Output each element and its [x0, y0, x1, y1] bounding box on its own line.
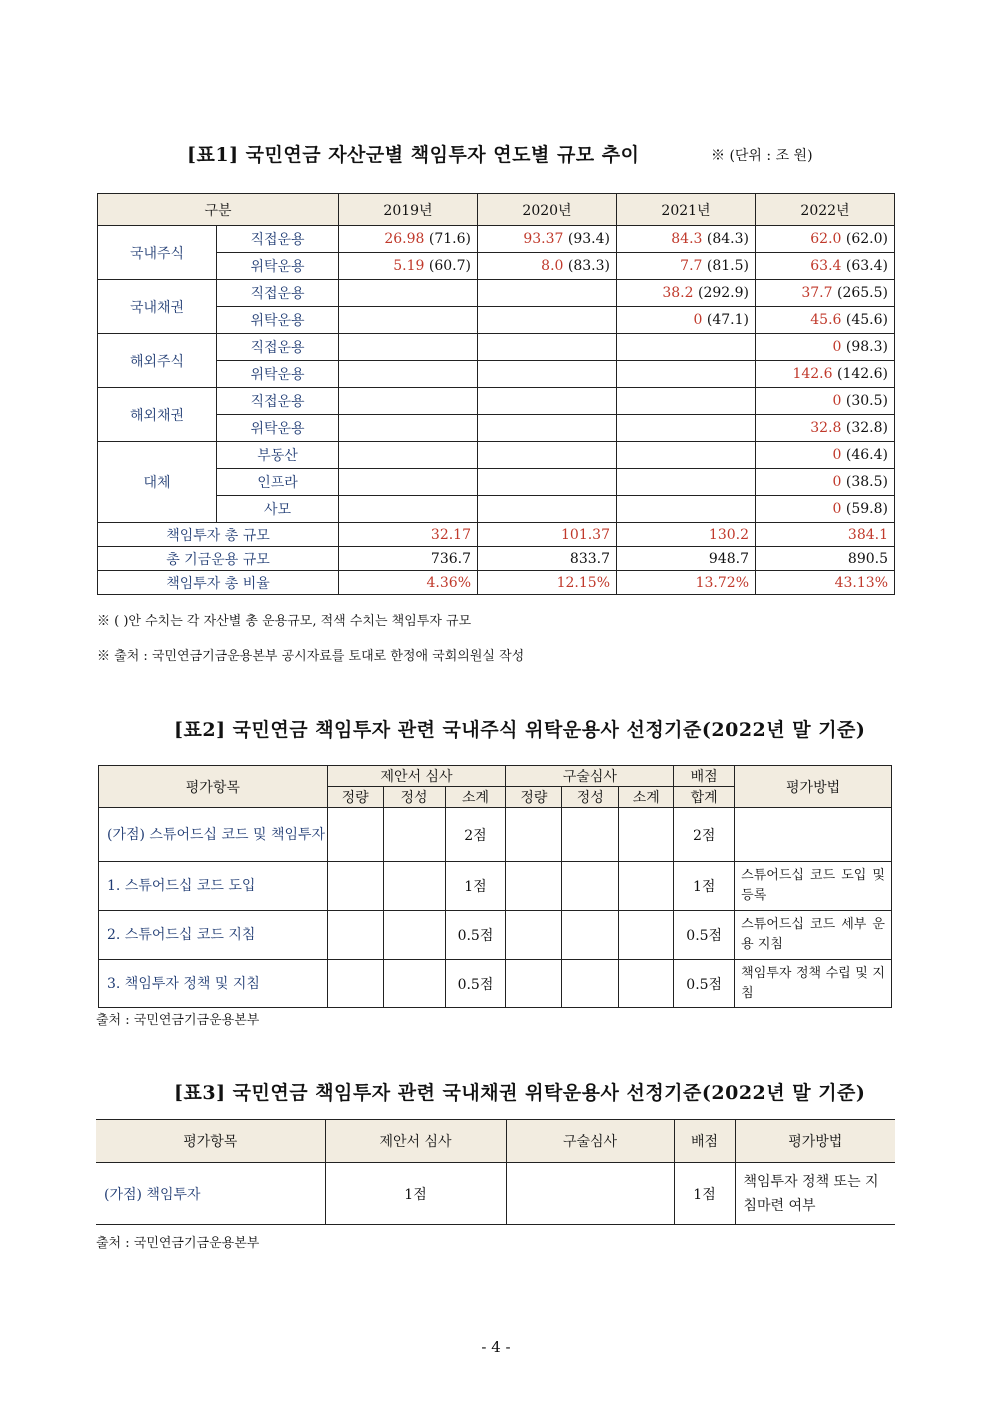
- t2-header-score: 배점: [674, 766, 735, 787]
- t1-total-cell: 32.17: [339, 523, 478, 547]
- table-row: [96, 1163, 895, 1225]
- t3-header: 구술심사: [506, 1120, 674, 1163]
- t1-ri-value: 37.7: [801, 285, 833, 301]
- t1-total-value: (84.3): [706, 231, 749, 247]
- t1-value-cell: [478, 307, 617, 334]
- table-row: [98, 253, 895, 280]
- t1-value-cell: [478, 361, 617, 388]
- t2-header-proposal: 제안서 심사: [327, 766, 506, 787]
- t2-sub-header-total: 합계: [674, 787, 735, 808]
- table1-unit: ※ (단위 : 조 원): [711, 148, 813, 164]
- t2-total: 0.5점: [674, 960, 735, 1008]
- t1-value-cell: [756, 253, 895, 280]
- table2-title: [표2] 국민연금 책임투자 관련 국내주식 위탁운용사 선정기준(2022년 말 기준): [174, 719, 866, 741]
- t1-value-cell: [339, 469, 478, 496]
- t1-asset-class: 해외채권: [98, 388, 217, 442]
- t1-ri-value: 38.2: [662, 285, 694, 301]
- t1-value-cell: [617, 334, 756, 361]
- t1-value-cell: [756, 415, 895, 442]
- t1-value-cell: [617, 388, 756, 415]
- t1-value-cell: [756, 280, 895, 307]
- t1-value-cell: [756, 469, 895, 496]
- t1-value-cell: [339, 280, 478, 307]
- t1-mgmt-type: 위탁운용: [217, 307, 339, 334]
- t1-header-cell: 2022년: [756, 194, 895, 226]
- t1-ri-value: 7.7: [680, 258, 703, 274]
- t1-value-cell: [617, 361, 756, 388]
- t1-value-cell: [339, 334, 478, 361]
- t1-ri-value: 45.6: [810, 312, 842, 328]
- t1-ri-value: 0: [832, 339, 842, 355]
- t1-value-cell: [756, 361, 895, 388]
- t1-total-value: (30.5): [845, 393, 888, 409]
- t1-total-value: (93.4): [567, 231, 610, 247]
- t1-header-row: [98, 194, 895, 226]
- t1-total-value: (60.7): [428, 258, 471, 274]
- t1-value-cell: [339, 226, 478, 253]
- t1-ri-value: 84.3: [671, 231, 703, 247]
- t1-mgmt-type: 위탁운용: [217, 415, 339, 442]
- t1-total-label: 총 기금운용 규모: [98, 547, 339, 571]
- t1-mgmt-type: 사모: [217, 496, 339, 523]
- t1-total-value: (45.6): [845, 312, 888, 328]
- t1-ri-value: 0: [832, 447, 842, 463]
- t1-value-cell: [756, 442, 895, 469]
- t2-total: 1점: [674, 862, 735, 911]
- table-row: [98, 496, 895, 523]
- t1-total-value: (265.5): [836, 285, 888, 301]
- t1-total-value: (83.3): [567, 258, 610, 274]
- t1-ri-value: 62.0: [810, 231, 842, 247]
- table-row: [99, 862, 892, 911]
- t1-total-cell: 948.7: [617, 547, 756, 571]
- table-row: [98, 334, 895, 361]
- t1-value-cell: [339, 388, 478, 415]
- t1-total-cell: 13.72%: [617, 571, 756, 595]
- t3-header: 평가항목: [96, 1120, 325, 1163]
- t1-total-cell: 12.15%: [478, 571, 617, 595]
- t1-value-cell: [617, 280, 756, 307]
- t2-sub-header: 정량: [327, 787, 383, 808]
- t2-header-method: 평가방법: [735, 766, 892, 808]
- t1-asset-class: 국내채권: [98, 280, 217, 334]
- t1-value-cell: [478, 253, 617, 280]
- t1-value-cell: [478, 469, 617, 496]
- t1-total-value: (98.3): [845, 339, 888, 355]
- t1-total-value: (71.6): [428, 231, 471, 247]
- t2-item: 3. 책임투자 정책 및 지침: [99, 960, 328, 1008]
- t3-score: 1점: [674, 1163, 735, 1225]
- page-number: - 4 -: [481, 1338, 511, 1356]
- t1-ri-value: 32.8: [810, 420, 842, 436]
- table-row: [98, 307, 895, 334]
- table1-title: [표1] 국민연금 자산군별 책임투자 연도별 규모 추이: [187, 144, 640, 166]
- t1-value-cell: [756, 307, 895, 334]
- t1-total-value: (32.8): [845, 420, 888, 436]
- t2-item: 2. 스튜어드십 코드 지침: [99, 911, 328, 960]
- t1-value-cell: [617, 496, 756, 523]
- t1-value-cell: [478, 496, 617, 523]
- t2-subtotal: 1점: [445, 862, 506, 911]
- t1-ri-value: 63.4: [810, 258, 842, 274]
- t2-sub-header: 정성: [383, 787, 445, 808]
- t2-header-oral: 구술심사: [506, 766, 674, 787]
- table-row: [98, 388, 895, 415]
- t1-value-cell: [339, 361, 478, 388]
- t1-mgmt-type: 위탁운용: [217, 361, 339, 388]
- t2-total: 0.5점: [674, 911, 735, 960]
- t2-subtotal: 2점: [445, 808, 506, 862]
- table-row: [98, 523, 895, 547]
- t1-value-cell: [617, 226, 756, 253]
- table-row: [99, 960, 892, 1008]
- table3: [96, 1119, 895, 1225]
- t3-proposal: 1점: [325, 1163, 506, 1225]
- t2-item: (가점) 스튜어드십 코드 및 책임투자: [99, 808, 328, 862]
- t2-subtotal: 0.5점: [445, 960, 506, 1008]
- t1-value-cell: [339, 307, 478, 334]
- t1-total-label: 책임투자 총 규모: [98, 523, 339, 547]
- t1-value-cell: [339, 442, 478, 469]
- t1-total-value: (46.4): [845, 447, 888, 463]
- table2: [98, 765, 892, 1008]
- t1-value-cell: [478, 415, 617, 442]
- table-row: [98, 571, 895, 595]
- t1-total-label: 책임투자 총 비율: [98, 571, 339, 595]
- t1-ri-value: 0: [832, 393, 842, 409]
- t1-ri-value: 142.6: [792, 366, 833, 382]
- table-row: [98, 469, 895, 496]
- t1-value-cell: [756, 334, 895, 361]
- table-row: [99, 911, 892, 960]
- t3-header: 배점: [674, 1120, 735, 1163]
- table-row: [98, 361, 895, 388]
- t1-total-cell: 43.13%: [756, 571, 895, 595]
- t1-total-cell: 4.36%: [339, 571, 478, 595]
- t1-header-cell: 2020년: [478, 194, 617, 226]
- t1-header-cell: 2019년: [339, 194, 478, 226]
- t2-method: [735, 808, 892, 862]
- t2-subtotal: 0.5점: [445, 911, 506, 960]
- t1-value-cell: [478, 388, 617, 415]
- table-row: [98, 226, 895, 253]
- t1-value-cell: [617, 307, 756, 334]
- t1-ri-value: 5.19: [393, 258, 425, 274]
- t2-sub-header: 정성: [562, 787, 619, 808]
- t1-total-cell: 101.37: [478, 523, 617, 547]
- table1: [97, 193, 895, 595]
- t1-ri-value: 0: [832, 474, 842, 490]
- t1-value-cell: [617, 415, 756, 442]
- t1-total-value: (142.6): [836, 366, 888, 382]
- t1-mgmt-type: 인프라: [217, 469, 339, 496]
- table1-source: ※ 출처 : 국민연금기금운용본부 공시자료를 토대로 한정애 국회의원실 작성: [97, 649, 525, 664]
- t1-header-cell: 2021년: [617, 194, 756, 226]
- t2-sub-header: 소계: [619, 787, 674, 808]
- t1-value-cell: [756, 226, 895, 253]
- t1-total-cell: 384.1: [756, 523, 895, 547]
- t1-total-value: (292.9): [697, 285, 749, 301]
- t1-total-value: (63.4): [845, 258, 888, 274]
- t1-total-cell: 736.7: [339, 547, 478, 571]
- table1-note: ※ ( )안 수치는 각 자산별 총 운용규모, 적색 수치는 책임투자 규모: [97, 614, 472, 629]
- t1-mgmt-type: 직접운용: [217, 226, 339, 253]
- t1-value-cell: [617, 469, 756, 496]
- t1-total-value: (62.0): [845, 231, 888, 247]
- t1-asset-class: 국내주식: [98, 226, 217, 280]
- t1-total-cell: 130.2: [617, 523, 756, 547]
- t1-ri-value: 8.0: [541, 258, 564, 274]
- t1-mgmt-type: 위탁운용: [217, 253, 339, 280]
- t2-sub-header: 소계: [445, 787, 506, 808]
- t1-total-value: (59.8): [845, 501, 888, 517]
- t1-ri-value: 0: [693, 312, 703, 328]
- t3-item: (가점) 책임투자: [96, 1163, 325, 1225]
- t1-mgmt-type: 부동산: [217, 442, 339, 469]
- t2-total: 2점: [674, 808, 735, 862]
- table-row: [98, 547, 895, 571]
- t1-total-cell: 833.7: [478, 547, 617, 571]
- t1-total-value: (47.1): [706, 312, 749, 328]
- table3-source: 출처 : 국민연금기금운용본부: [96, 1236, 260, 1251]
- t1-total-value: (38.5): [845, 474, 888, 490]
- t1-value-cell: [478, 280, 617, 307]
- t1-value-cell: [617, 442, 756, 469]
- t1-mgmt-type: 직접운용: [217, 388, 339, 415]
- t3-method: 책임투자 정책 또는 지침마련 여부: [735, 1163, 895, 1225]
- table3-title: [표3] 국민연금 책임투자 관련 국내채권 위탁운용사 선정기준(2022년 말 기준): [174, 1082, 866, 1104]
- t2-sub-header: 정량: [506, 787, 562, 808]
- t1-value-cell: [339, 496, 478, 523]
- t1-value-cell: [756, 496, 895, 523]
- table-row: [99, 808, 892, 862]
- t1-value-cell: [756, 388, 895, 415]
- table2-source: 출처 : 국민연금기금운용본부: [96, 1013, 260, 1028]
- t3-header: 제안서 심사: [325, 1120, 506, 1163]
- t2-method: 책임투자 정책 수립 및 지침: [735, 960, 892, 1008]
- t1-total-cell: 890.5: [756, 547, 895, 571]
- t1-value-cell: [339, 415, 478, 442]
- table-row: [98, 415, 895, 442]
- t1-ri-value: 93.37: [523, 231, 564, 247]
- t1-total-value: (81.5): [706, 258, 749, 274]
- t1-mgmt-type: 직접운용: [217, 280, 339, 307]
- t1-value-cell: [339, 253, 478, 280]
- t1-asset-class: 대체: [98, 442, 217, 523]
- t2-method: 스튜어드십 코드 세부 운용 지침: [735, 911, 892, 960]
- t1-header-cell: 구분: [98, 194, 339, 226]
- t2-method: 스튜어드십 코드 도입 및 등록: [735, 862, 892, 911]
- t2-item: 1. 스튜어드십 코드 도입: [99, 862, 328, 911]
- t1-value-cell: [478, 442, 617, 469]
- t3-oral: [506, 1163, 674, 1225]
- t1-value-cell: [478, 334, 617, 361]
- t1-value-cell: [617, 253, 756, 280]
- t1-value-cell: [478, 226, 617, 253]
- table-row: [98, 280, 895, 307]
- t1-ri-value: 26.98: [384, 231, 425, 247]
- table-row: [98, 442, 895, 469]
- t3-header: 평가방법: [735, 1120, 895, 1163]
- t1-asset-class: 해외주식: [98, 334, 217, 388]
- t1-mgmt-type: 직접운용: [217, 334, 339, 361]
- t1-ri-value: 0: [832, 501, 842, 517]
- t2-header-item: 평가항목: [99, 766, 328, 808]
